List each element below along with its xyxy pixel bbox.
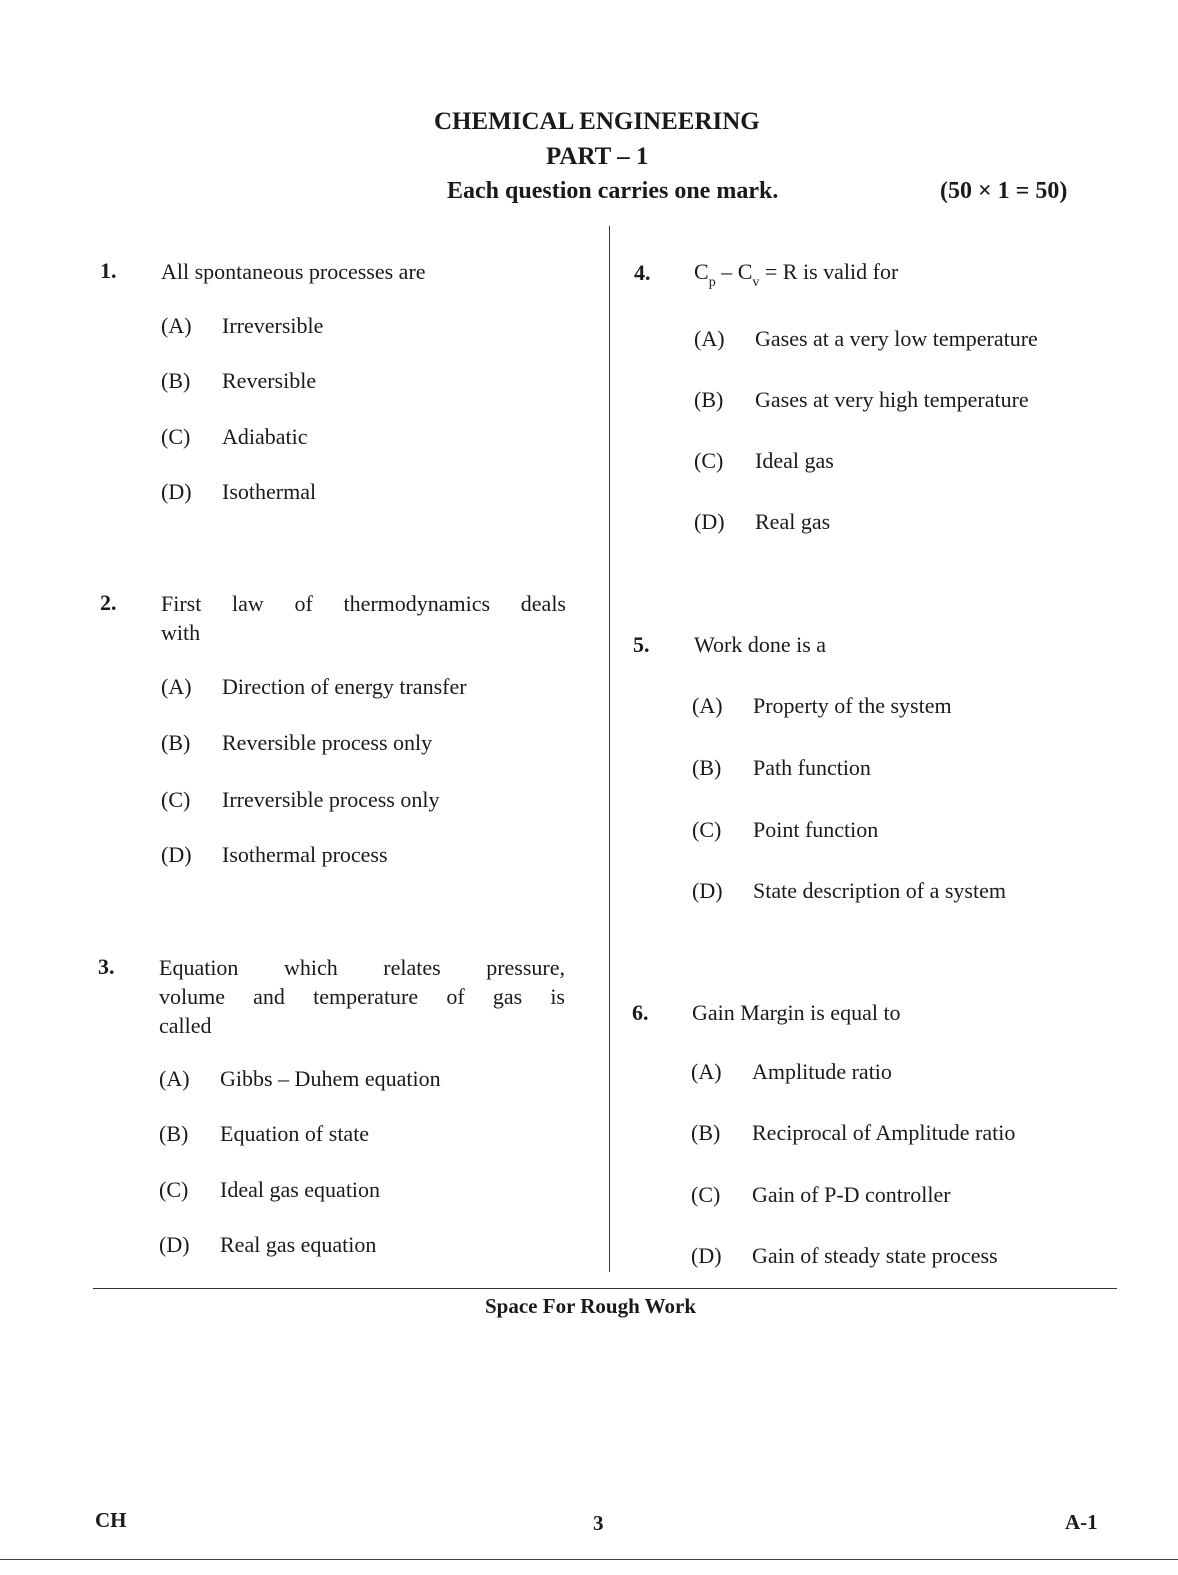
option-text: Gases at a very low temperature (755, 326, 1038, 351)
option-text: Reversible (222, 368, 317, 393)
option-d[interactable] (161, 479, 316, 505)
option-a[interactable] (694, 326, 1038, 352)
option-d[interactable] (691, 1243, 998, 1269)
option-text: Gases at very high temperature (755, 387, 1029, 412)
question-number: 6. (632, 1000, 649, 1025)
question-text: Gain Margin is equal to (692, 1000, 901, 1025)
option-letter: (B) (694, 387, 724, 412)
option-letter: (D) (161, 479, 192, 504)
option-text: Amplitude ratio (752, 1059, 892, 1084)
option-text: Property of the system (753, 693, 952, 718)
option-text: Gibbs – Duhem equation (220, 1066, 441, 1091)
option-d[interactable] (692, 878, 1006, 904)
question-number: 3. (98, 954, 115, 979)
question-text-line: First law of thermodynamics deals (161, 591, 566, 616)
option-text: Isothermal (222, 479, 317, 504)
equation-rest: = R is valid for (759, 259, 899, 284)
option-letter: (B) (159, 1121, 189, 1146)
option-d[interactable] (694, 509, 830, 535)
option-text: Irreversible (222, 313, 324, 338)
option-text: Real gas equation (220, 1232, 377, 1257)
option-c[interactable] (161, 787, 439, 813)
option-text: Gain of P-D controller (752, 1182, 951, 1207)
option-letter: (B) (691, 1120, 721, 1145)
option-text: Adiabatic (222, 424, 308, 449)
booklet-code: A-1 (1065, 1510, 1098, 1534)
option-letter: (C) (161, 787, 191, 812)
footer-subject-code: CH (95, 1508, 127, 1532)
option-letter: (B) (161, 730, 191, 755)
option-text: Real gas (755, 509, 831, 534)
option-a[interactable] (691, 1059, 892, 1085)
option-b[interactable] (692, 755, 871, 781)
question-text (159, 953, 565, 1040)
option-c[interactable] (694, 448, 834, 474)
option-b[interactable] (161, 730, 432, 756)
option-c[interactable] (692, 817, 878, 843)
option-letter: (D) (691, 1243, 722, 1268)
option-c[interactable] (691, 1182, 951, 1208)
option-letter: (A) (159, 1066, 190, 1091)
option-a[interactable] (161, 674, 467, 700)
minus-cv: – C (715, 259, 753, 284)
option-letter: (A) (694, 326, 725, 351)
subscript-v: v (752, 275, 760, 290)
option-text: Reversible process only (222, 730, 433, 755)
question-text-line: with (161, 620, 201, 645)
question-number: 5. (633, 632, 650, 657)
question-text-line: called (159, 1013, 212, 1038)
option-letter: (C) (159, 1177, 189, 1202)
option-text: Gain of steady state process (752, 1243, 998, 1268)
option-a[interactable] (692, 693, 952, 719)
option-a[interactable] (159, 1066, 441, 1092)
question-number: 2. (100, 590, 117, 615)
option-letter: (D) (159, 1232, 190, 1257)
option-text: Isothermal process (222, 842, 388, 867)
option-letter: (C) (691, 1182, 721, 1207)
subscript-p: p (708, 275, 716, 290)
question-text: All spontaneous processes are (161, 259, 426, 284)
cp-symbol: C (694, 259, 709, 284)
option-a[interactable] (161, 313, 323, 339)
question-number: 4. (634, 260, 651, 285)
option-letter: (C) (692, 817, 722, 842)
instruction-text: Each question carries one mark. (447, 178, 779, 204)
option-c[interactable] (159, 1177, 380, 1203)
option-text: Ideal gas equation (220, 1177, 381, 1202)
option-text: Reciprocal of Amplitude ratio (752, 1120, 1016, 1145)
option-d[interactable] (159, 1232, 376, 1258)
option-letter: (C) (694, 448, 724, 473)
option-b[interactable] (161, 368, 316, 394)
rough-work-label: Space For Rough Work (485, 1294, 697, 1318)
bottom-rule (0, 1559, 1178, 1560)
option-letter: (D) (694, 509, 725, 534)
option-text: Direction of energy transfer (222, 674, 467, 699)
option-letter: (B) (692, 755, 722, 780)
option-text: Equation of state (220, 1121, 370, 1146)
option-letter: (A) (692, 693, 723, 718)
option-letter: (A) (161, 313, 192, 338)
part-label: PART – 1 (546, 143, 649, 170)
option-letter: (A) (691, 1059, 722, 1084)
column-divider (609, 226, 610, 1272)
rough-work-divider (93, 1288, 1117, 1289)
option-text: Irreversible process only (222, 787, 440, 812)
option-letter: (B) (161, 368, 191, 393)
question-text-line: Equation which relates pressure, (159, 955, 565, 980)
option-text: State description of a system (753, 878, 1006, 903)
option-b[interactable] (694, 387, 1029, 413)
option-letter: (A) (161, 674, 192, 699)
question-text (161, 589, 566, 647)
option-letter: (C) (161, 424, 191, 449)
option-text: Point function (753, 817, 879, 842)
option-d[interactable] (161, 842, 388, 868)
question-text-line: volume and temperature of gas is (159, 984, 565, 1009)
marks-summary: (50 × 1 = 50) (940, 178, 1068, 204)
question-number: 1. (100, 258, 117, 283)
option-letter: (D) (161, 842, 192, 867)
question-text (694, 257, 898, 297)
option-c[interactable] (161, 424, 308, 450)
option-letter: (D) (692, 878, 723, 903)
option-text: Path function (753, 755, 871, 780)
page-number: 3 (593, 1511, 604, 1535)
option-text: Ideal gas (755, 448, 834, 473)
option-b[interactable] (691, 1120, 1015, 1146)
question-text: Work done is a (694, 632, 827, 657)
exam-title: CHEMICAL ENGINEERING (434, 108, 760, 135)
option-b[interactable] (159, 1121, 369, 1147)
